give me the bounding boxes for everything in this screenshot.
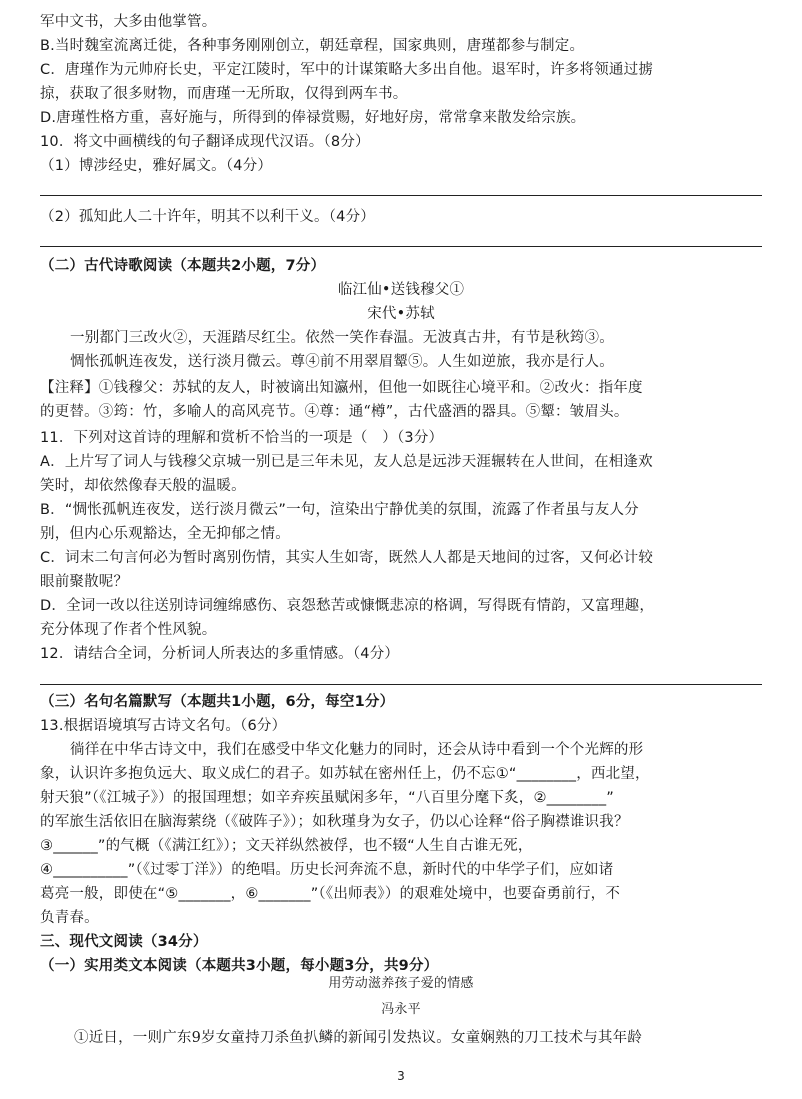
q9-option-b: B.当时魏室流离迁徙，各种事务刚刚创立，朝廷章程，国家典则，唐瑾都参与制定。 (40, 38, 585, 54)
poem-notes-line1: 【注释】①钱穆父：苏轼的友人，时被谪出知瀛州，但他一如既往心境平和。②改火：指年度 (40, 380, 643, 396)
practical-text-heading: （一）实用类文本阅读（本题共3小题，每小题3分，共9分） (40, 958, 439, 974)
q11-option-a-line1: A．上片写了词人与钱穆父京城一别已是三年未见，友人总是远涉天涯辗转在人世间，在相逢欢 (40, 454, 653, 470)
q11-option-d-line2: 充分体现了作者个性风貌。 (40, 622, 217, 638)
q11-prompt: 11．下列对这首诗的理解和赏析不恰当的一项是（ ）（3分） (40, 430, 444, 446)
poem-author: 宋代•苏轼 (367, 306, 435, 322)
q13-passage-line: ④__________”（《过零丁洋》）的绝唱。历史长河奔流不息，新时代的中华学子们，应如诸 (40, 862, 614, 878)
q13-passage-line: 象，认识许多抱负远大、取义成仁的君子。如苏轼在密州任上，仍不忘①“________，西北望， (40, 766, 650, 782)
poem-notes-line2: 的更替。③筠：竹，多喻人的高风亮节。④尊：通“樽”，古代盛酒的器具。⑤颦：皱眉头。 (40, 404, 629, 420)
answer-line (40, 195, 762, 196)
poem-title: 临江仙•送钱穆父① (337, 282, 465, 298)
q11-option-b-line1: B．“惆怅孤帆连夜发，送行淡月微云”一句，渲染出宁静优美的氛围，流露了作者虽与友人分 (40, 502, 639, 518)
article-title: 用劳动滋养孩子爱的情感 (328, 976, 474, 991)
article-paragraph: ①近日，一则广东9岁女童持刀杀鱼扒鳞的新闻引发热议。女童娴熟的刀工技术与其年龄 (74, 1030, 643, 1046)
poem-line: 一别都门三改火②，天涯踏尽红尘。依然一笑作春温。无波真古井，有节是秋筠③。 (70, 330, 614, 346)
q11-option-a-line2: 笑时，却依然像春天般的温暖。 (40, 478, 246, 494)
q13-prompt: 13.根据语境填写古诗文名句。（6分） (40, 718, 287, 734)
q13-passage-line: 负青春。 (40, 910, 99, 926)
answer-line (40, 684, 762, 685)
q11-option-b-line2: 别，但内心乐观豁达，全无抑郁之情。 (40, 526, 290, 542)
q13-passage-line: 徜徉在中华古诗文中，我们在感受中华文化魅力的同时，还会从诗中看到一个个光辉的形 (70, 742, 644, 758)
q13-passage-line: 的军旅生活依旧在脑海萦绕（《破阵子》）；如秋瑾身为女子，仍以心诠释“俗子胸襟谁识我？ (40, 814, 629, 830)
modern-reading-heading: 三、现代文阅读（34分） (40, 934, 208, 950)
q9-option-c-line2: 掠，获取了很多财物，而唐瑾一无所取，仅得到两车书。 (40, 86, 408, 102)
q9-option-d-tail: 军中文书，大多由他掌管。 (40, 14, 217, 30)
q11-option-d-line1: D．全词一改以往送别诗词缠绵感伤、哀怨愁苦或慷慨悲凉的格调，写得既有情韵，又富理趣， (40, 598, 655, 614)
q10-part2: （2）孤知此人二十许年，明其不以利干义。（4分） (40, 209, 375, 225)
page-number: 3 (397, 1069, 405, 1083)
q13-passage-line: 葛亮一般，即使在“⑤_______，⑥_______”（《出师表》）的艰难处境中，也要奋勇前行，不 (40, 886, 621, 902)
dictation-section-heading: （三）名句名篇默写（本题共1小题，6分，每空1分） (40, 694, 395, 710)
q10-part1: （1）博涉经史，雅好属文。（4分） (40, 158, 273, 174)
q11-option-c-line1: C．词末二句言何必为暂时离别伤情，其实人生如寄，既然人人都是天地间的过客，又何必计较 (40, 550, 654, 566)
poem-line: 惆怅孤帆连夜发，送行淡月微云。尊④前不用翠眉颦⑤。人生如逆旅，我亦是行人。 (70, 354, 614, 370)
article-author: 冯永平 (381, 1002, 421, 1017)
q9-option-d: D.唐瑾性格方重，喜好施与，所得到的俸禄赏赐，好地好房，常常拿来散发给宗族。 (40, 110, 586, 126)
q11-option-c-line2: 眼前聚散呢？ (40, 574, 129, 590)
q9-option-c-line1: C．唐瑾作为元帅府长史，平定江陵时，军中的计谋策略大多出自他。退军时，许多将领通过掳 (40, 62, 654, 78)
q10-prompt: 10．将文中画横线的句子翻译成现代汉语。（8分） (40, 134, 370, 150)
q13-passage-line: 射天狼”（《江城子》）的报国理想；如辛弃疾虽赋闲多年，“八百里分麾下炙，②________” (40, 790, 614, 806)
poetry-section-heading: （二）古代诗歌阅读（本题共2小题，7分） (40, 258, 326, 274)
q12-prompt: 12．请结合全词，分析词人所表达的多重情感。（4分） (40, 646, 400, 662)
q13-passage-line: ③______”的气概（《满江红》）；文天祥纵然被俘，也不辍“人生自古谁无死， (40, 838, 533, 854)
answer-line (40, 246, 762, 247)
